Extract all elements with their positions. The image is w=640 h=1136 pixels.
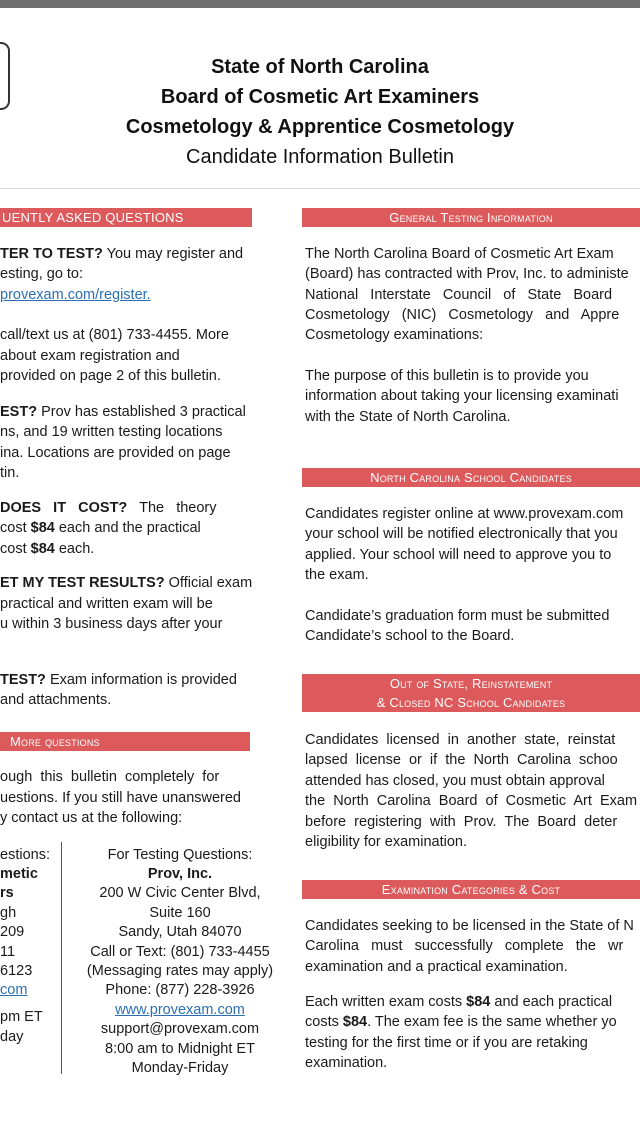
faq-info-q: TEST? Exam information is provided [0,672,237,688]
more-line-3: y contact us at the following: [0,810,183,826]
general-line-3: National Interstate Council of State Board [305,287,613,303]
faq-where-line4: tin. [0,465,20,481]
faq-results-q: ET MY TEST RESULTS? Official exam [0,575,253,591]
board-addr-line1: gh [0,905,17,921]
general-line-5: Cosmetology examinations: [305,327,484,343]
cost-line-4: examination. [305,1055,388,1071]
contact-divider [61,842,62,1074]
purpose-line-3: with the State of North Carolina. [305,409,511,425]
call-line-2: about exam registration and [0,348,180,364]
nc-line-2: your school will be notified electronically that you [305,526,618,542]
faq-where-line2: ns, and 19 written testing locations [0,424,223,440]
more-questions-bar: More questions [0,732,250,751]
prov-days: Monday-Friday [131,1060,229,1076]
faq-cost-q: DOES IT COST? The theory [0,500,217,516]
nc-school-bar: North Carolina School Candidates [302,468,640,487]
grad-line-1: Candidate’s graduation form must be submitted [305,608,610,624]
purpose-line-1: The purpose of this bulletin is to provide you [305,368,589,384]
faq-where-q: EST? Prov has established 3 practical [0,404,246,420]
out-of-state-bar-line2: & Closed NC School Candidates [376,695,566,710]
header-board: Board of Cosmetic Art Examiners [160,86,480,108]
board-name-line1: metic [0,866,38,882]
board-addr-line3: 11 [0,944,16,960]
nc-line-4: the exam. [305,567,369,583]
prov-web-link[interactable]: www.provexam.com [115,1002,245,1018]
header-divider [0,188,640,189]
faq-results-line3: u within 3 business days after your [0,616,223,632]
out-of-state-bar [302,674,640,712]
more-line-1: ough this bulletin completely for [0,769,220,785]
cost-line-2: costs $84. The exam fee is the same whether yo [305,1014,617,1030]
prov-name: Prov, Inc. [147,866,213,882]
prov-city: Sandy, Utah 84070 [118,924,242,940]
cat-line-1: Candidates seeking to be licensed in the State of N [305,918,634,934]
board-days: day [0,1029,24,1045]
board-web-link[interactable]: com [0,982,28,998]
prov-rates-note: (Messaging rates may apply) [86,963,274,979]
header-bulletin: Candidate Information Bulletin [186,146,454,168]
faq-register-line2: esting, go to: [0,266,84,282]
oos-line-4: the North Carolina Board of Cosmetic Art Exam [305,793,638,809]
board-contact-heading: estions: [0,847,50,863]
exam-categories-bar: Examination Categories & Cost [302,880,640,899]
prov-address-2: Suite 160 [149,905,211,921]
board-name-line2: rs [0,885,14,901]
more-line-2: uestions. If you still have unanswered [0,790,241,806]
faq-register-q: TER TO TEST? You may register and [0,246,244,262]
header-state: State of North Carolina [211,56,429,78]
oos-line-3: attended has closed, you must obtain approval [305,773,605,789]
faq-section-bar: UENTLY ASKED QUESTIONS [0,208,252,227]
cat-line-3: examination and a practical examination. [305,959,568,975]
cost-line-3: testing for the first time or if you are retaking [305,1035,588,1051]
prov-phone: Phone: (877) 228-3926 [105,982,255,998]
board-phone: 6123 [0,963,33,979]
header-program: Cosmetology & Apprentice Cosmetology [125,116,515,138]
prov-email: support@provexam.com [100,1021,260,1037]
faq-cost-line3: cost $84 each. [0,541,95,557]
board-hours: pm ET [0,1009,43,1025]
faq-info-line2: and attachments. [0,692,112,708]
general-line-4: Cosmetology (NIC) Cosmetology and Appre [305,307,620,323]
general-line-1: The North Carolina Board of Cosmetic Art Exam [305,246,614,262]
faq-cost-line2: cost $84 each and the practical [0,520,201,536]
prov-call: Call or Text: (801) 733-4455 [90,944,270,960]
general-line-2: (Board) has contracted with Prov, Inc. to administe [305,266,629,282]
testing-contact-heading: For Testing Questions: [107,847,253,863]
register-link[interactable]: provexam.com/register. [0,287,151,303]
nc-line-1: Candidates register online at www.provexam.com [305,506,624,522]
board-addr-line2: 209 [0,924,25,940]
prov-address-1: 200 W Civic Center Blvd, [99,885,261,901]
top-edge-bar [0,0,640,8]
call-line-3: provided on page 2 of this bulletin. [0,368,221,384]
call-line-1: call/text us at (801) 733-4455. More [0,327,229,343]
grad-line-2: Candidate’s school to the Board. [305,628,515,644]
prov-hours: 8:00 am to Midnight ET [105,1041,255,1057]
general-testing-bar: General Testing Information [302,208,640,227]
faq-where-line3: ina. Locations are provided on page [0,445,231,461]
oos-line-2: lapsed license or if the North Carolina schoo [305,752,618,768]
oos-line-6: eligibility for examination. [305,834,467,850]
oos-line-1: Candidates licensed in another state, reinstat [305,732,616,748]
cost-line-1: Each written exam costs $84 and each practical [305,994,613,1010]
purpose-line-2: information about taking your licensing examinati [305,388,619,404]
nc-line-3: applied. Your school will need to approve you to [305,547,612,563]
faq-results-line2: practical and written exam will be [0,596,213,612]
cat-line-2: Carolina must successfully complete the wr [305,938,624,954]
oos-line-5: before registering with Prov. The Board deter [305,814,618,830]
out-of-state-bar-line1: Out of State, Reinstatement [389,676,553,691]
